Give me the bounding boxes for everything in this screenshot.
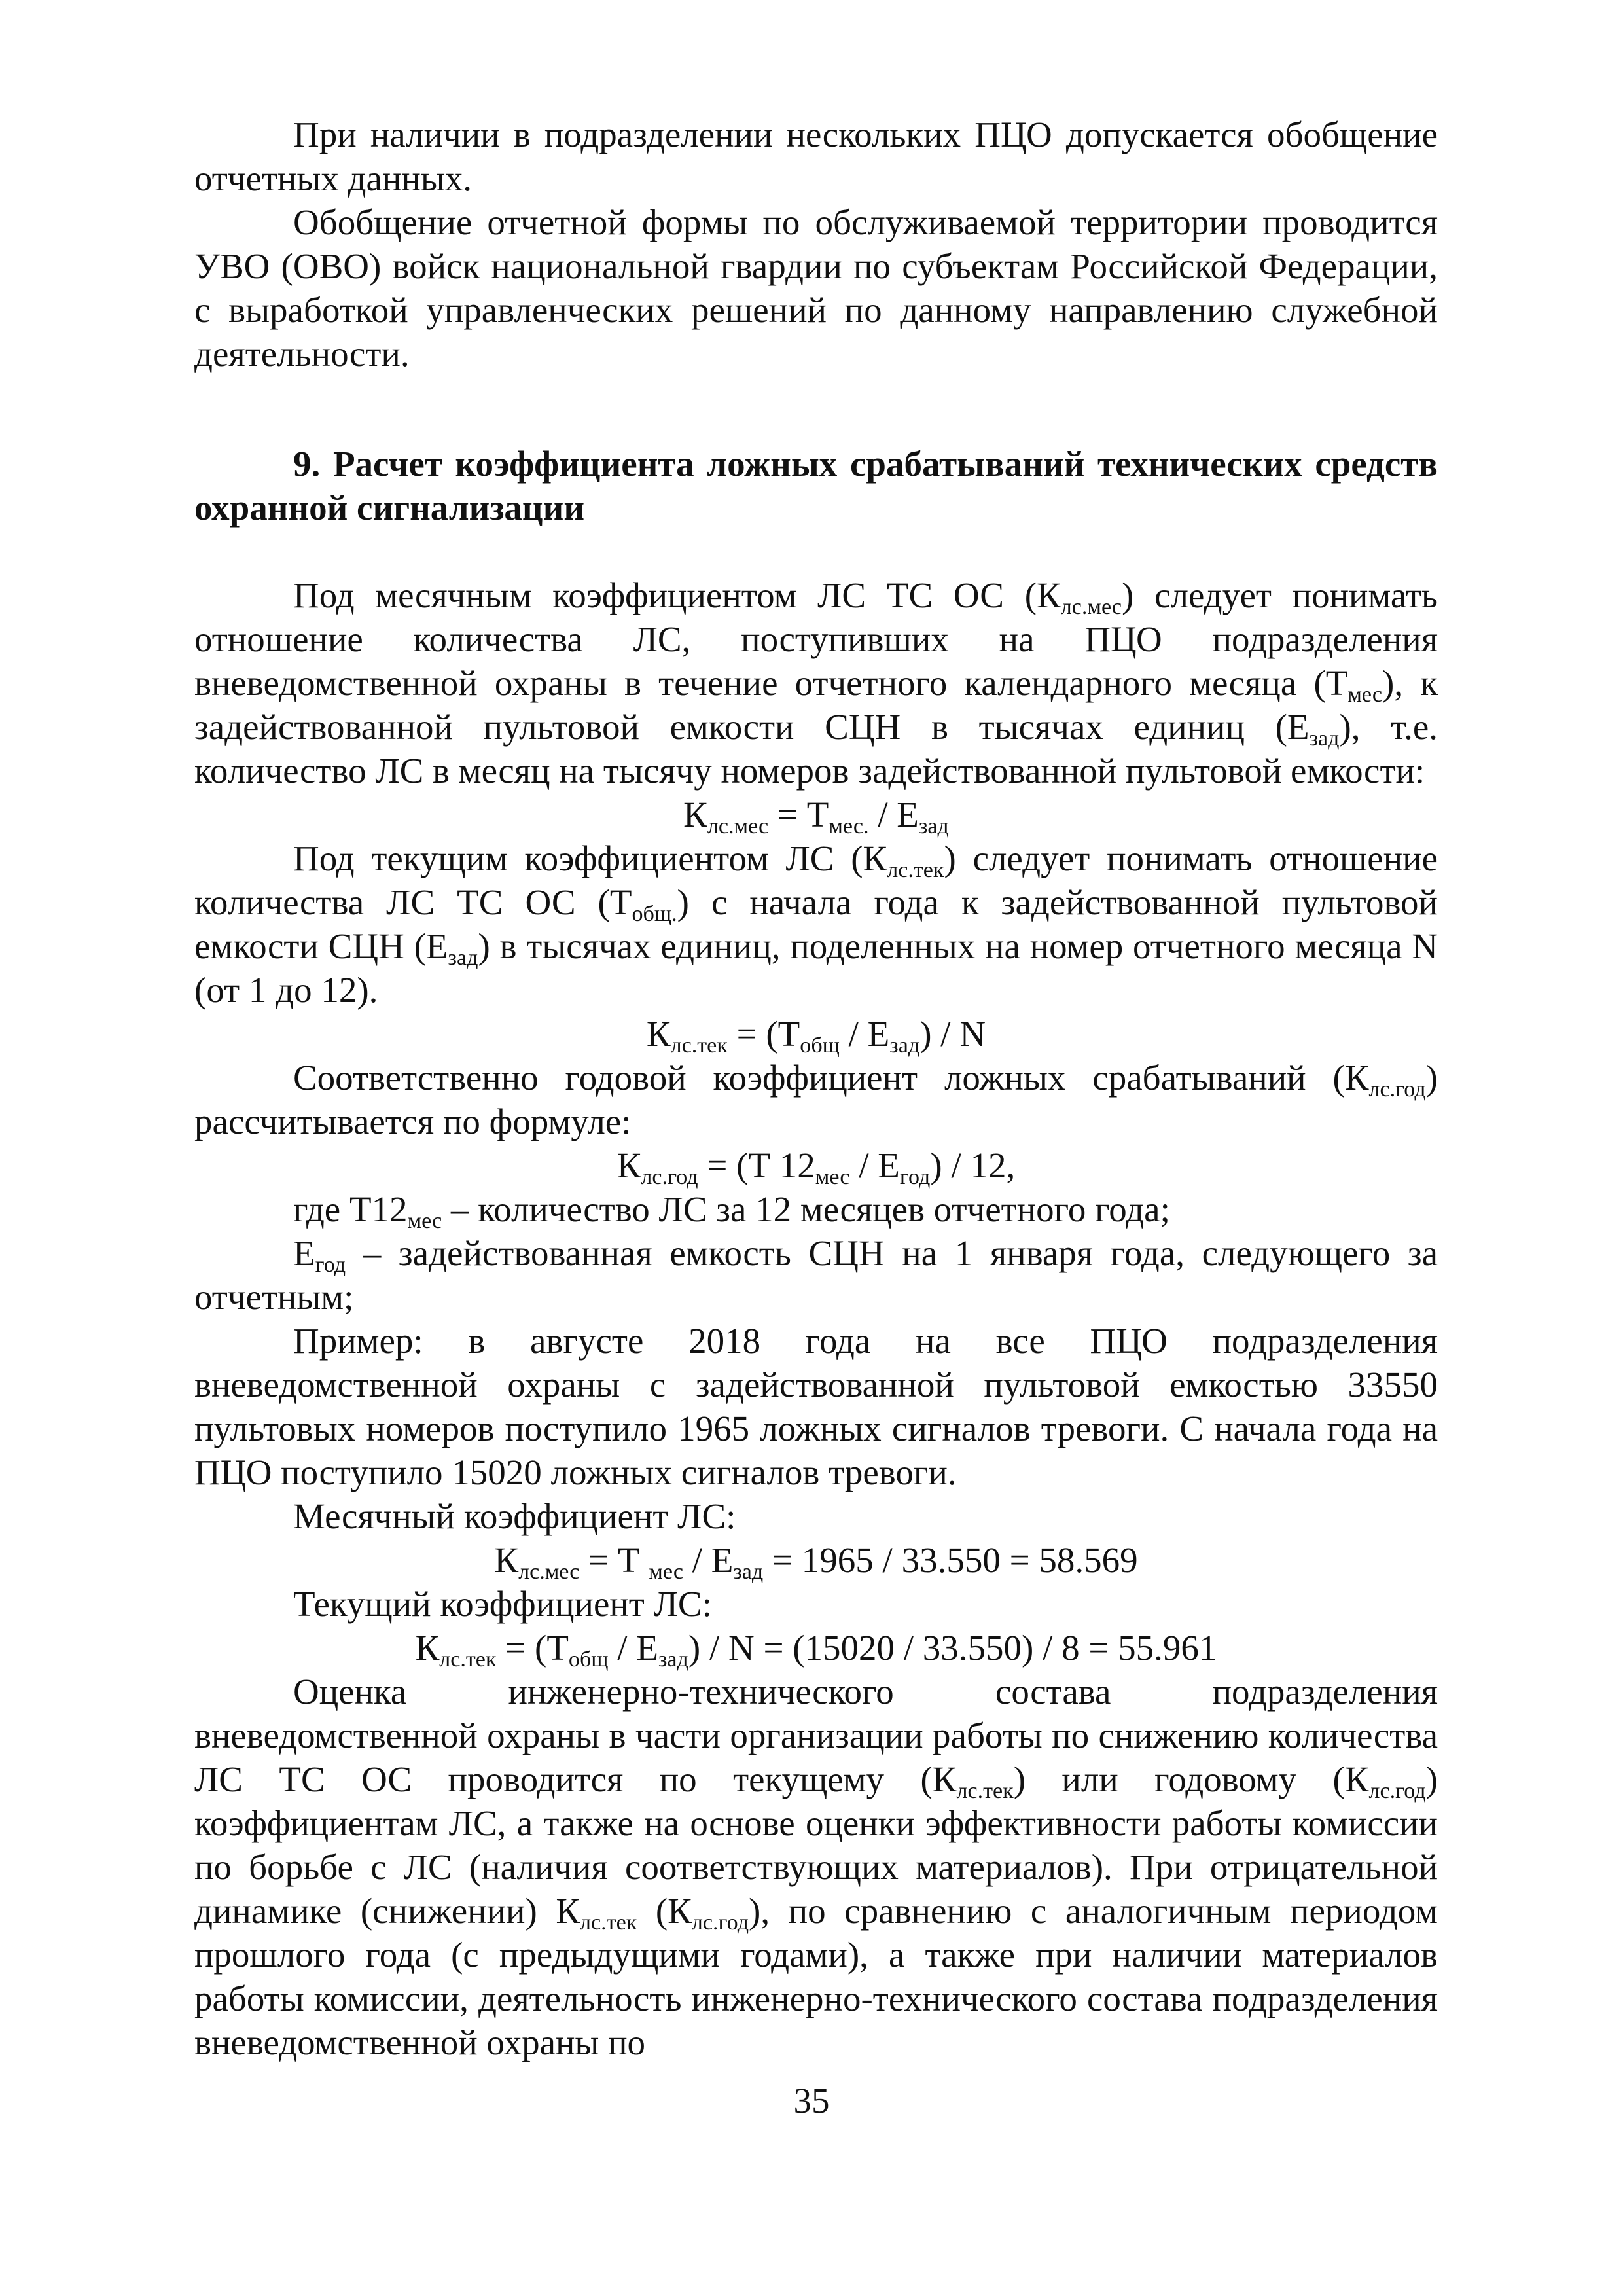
paragraph-assessment: Оценка инженерно-технического состава подразделения вневедомственной охраны в части организации работы по снижению количества ЛС ТС ОС проводится по текущему $(К_{лс.тек})$ или годовому $(К_{лс.год})$ коэффициентам ЛС, а также на основе оценки эффективности работы комиссии по борьбе с ЛС (наличия соответствующих материалов). При отрицательной динамике (снижении) $К_{лс.тек}$ $(К_{лс.год})$, по сравнению с аналогичным периодом прошлого года (с предыдущими годами), а также при наличии материалов работы комиссии, деятельность инженерно-технического состава подразделения вневедомственной охраны по <box>194 1672 1438 2062</box>
paragraph-annual-coefficient-definition: Соответственно годовой коэффициент ложных срабатываний $(К_{лс.год})$ рассчитывается по формуле: <box>194 1058 1438 1141</box>
paragraph-where-egod: $Е_{год}$ – задействованная емкость СЦН на 1 января года, следующего за отчетным; <box>194 1233 1438 1317</box>
label-current-coefficient: Текущий коэффициент ЛС: <box>293 1584 712 1624</box>
formula-example-monthly: $К_{лс.мес} = Т$ $_{мес} / Е_{зад} = 1965 / 33.550 = 58.569$ <box>494 1540 1138 1585</box>
paragraph-where-t12: где $Т12_{мес}$ – количество ЛС за 12 месяцев отчетного года; <box>293 1189 1170 1234</box>
paragraph-generalization-territory: Обобщение отчетной формы по обслуживаемой территории проводится УВО (ОВО) войск национальной гвардии по субъектам Российской Федерации, с выработкой управленческих решений по данному направлению служебной деятельности. <box>194 202 1438 374</box>
page-body <box>194 113 1438 2064</box>
formula-annual-coefficient: $К_{лс.год} = (Т$ $12_{мес} / Е_{год}) / 12$, <box>616 1145 1016 1190</box>
paragraph-generalization-permitted: При наличии в подразделении нескольких ПЦО допускается обобщение отчетных данных. <box>194 115 1438 198</box>
paragraph-current-coefficient-definition: Под текущим коэффициентом ЛС $(К_{лс.тек})$ следует понимать отношение количества ЛС ТС ОС $(Т_{общ.})$ с начала года к задействованной пультовой емкости СЦН $(Е_{зад})$ в тысячах единиц, поделенных на номер отчетного месяца N (от 1 до 12). <box>194 838 1438 1010</box>
formula-monthly-coefficient: $К_{лс.мес} = Т_{мес.} / Е_{зад}$ <box>683 795 949 839</box>
paragraph-example: Пример: в августе 2018 года на все ПЦО подразделения вневедомственной охраны с задействованной пультовой емкостью 33550 пультовых номеров поступило 1965 ложных сигналов тревоги. С начала года на ПЦО поступило 15020 ложных сигналов тревоги. <box>194 1321 1438 1492</box>
formula-current-coefficient: $К_{лс.тек} = (Т_{общ} / Е_{зад}) / N$ <box>646 1014 986 1058</box>
spacer <box>194 529 1438 573</box>
formula-example-current: $К_{лс.тек} = (Т_{общ} / Е_{зад}) / N = (15020 / 33.550) / 8 = 55.961$ <box>415 1628 1217 1672</box>
page-number: 35 <box>793 2081 830 2121</box>
label-monthly-coefficient: Месячный коэффициент ЛС: <box>293 1496 736 1536</box>
paragraph-monthly-coefficient-definition: Под месячным коэффициентом ЛС ТС ОС $(К_{лс.мес})$ следует понимать отношение количества ЛС, поступивших на ПЦО подразделения вневедомственной охраны в течение отчетного календарного месяца $(Т_{мес})$, к задействованной пультовой емкости СЦН в тысячах единиц $(Е_{зад})$, т.е. количество ЛС в месяц на тысячу номеров задействованной пультовой емкости: <box>194 575 1438 791</box>
spacer <box>194 376 1438 442</box>
section-heading: 9. Расчет коэффициента ложных срабатываний технических средств охранной сигнализации <box>194 444 1438 528</box>
